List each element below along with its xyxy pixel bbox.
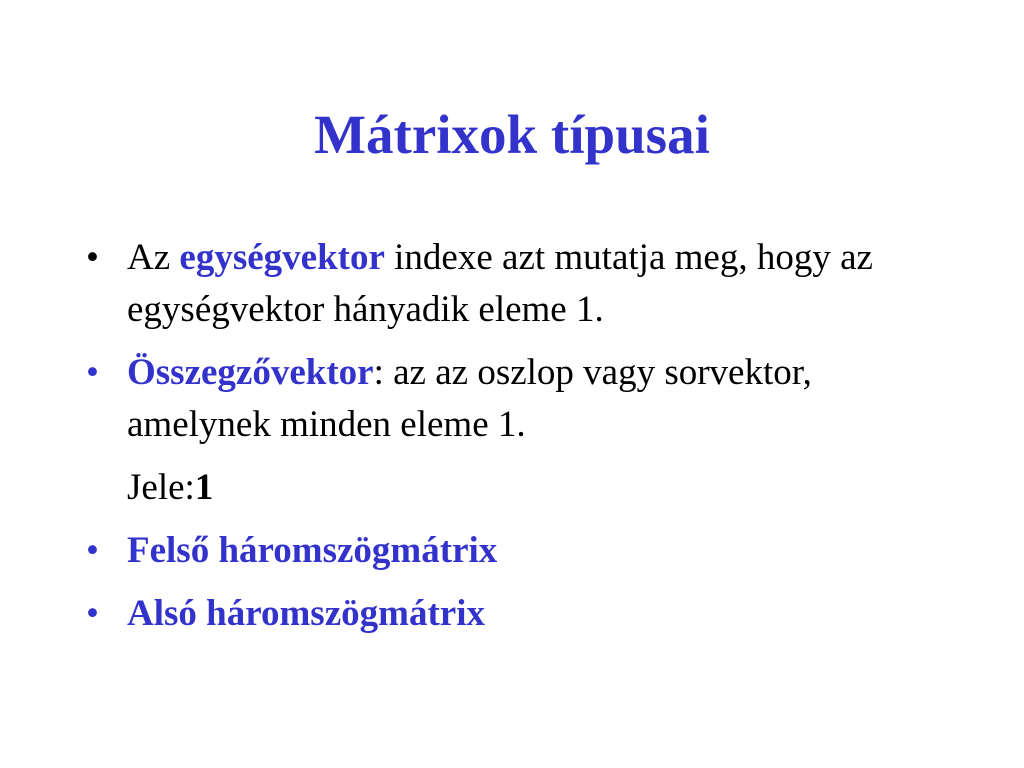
bullet-dot-icon: •: [86, 237, 99, 278]
notation-label: Jele:: [127, 467, 195, 508]
term-unit-vector: egységvektor: [179, 237, 385, 278]
term-upper-triangular: Felső háromszögmátrix: [127, 530, 498, 571]
slide-title: Mátrixok típusai: [314, 104, 710, 165]
bullet-item-unit-vector: [0, 232, 1024, 336]
bullet-item-upper-triangular: [0, 525, 1024, 577]
item-description: indexe azt mutatja meg, hogy az egységvektor hányadik eleme 1.: [127, 237, 873, 330]
item-prefix: Az: [127, 237, 180, 278]
item-description: : az az oszlop vagy sorvektor, amelynek minden eleme 1.: [127, 352, 812, 445]
term-lower-triangular: Alsó háromszögmátrix: [127, 593, 485, 634]
notation-symbol: 1: [194, 467, 214, 508]
term-summation-vector: Összegzővektor: [127, 352, 374, 393]
bullet-item-summation-vector: [0, 347, 1024, 451]
bullet-list: [0, 232, 1024, 651]
summation-vector-notation: [0, 462, 1024, 514]
bullet-dot-icon: •: [86, 530, 99, 571]
bullet-dot-icon: •: [86, 352, 99, 393]
bullet-dot-icon: •: [86, 593, 99, 634]
bullet-item-lower-triangular: [0, 588, 1024, 640]
